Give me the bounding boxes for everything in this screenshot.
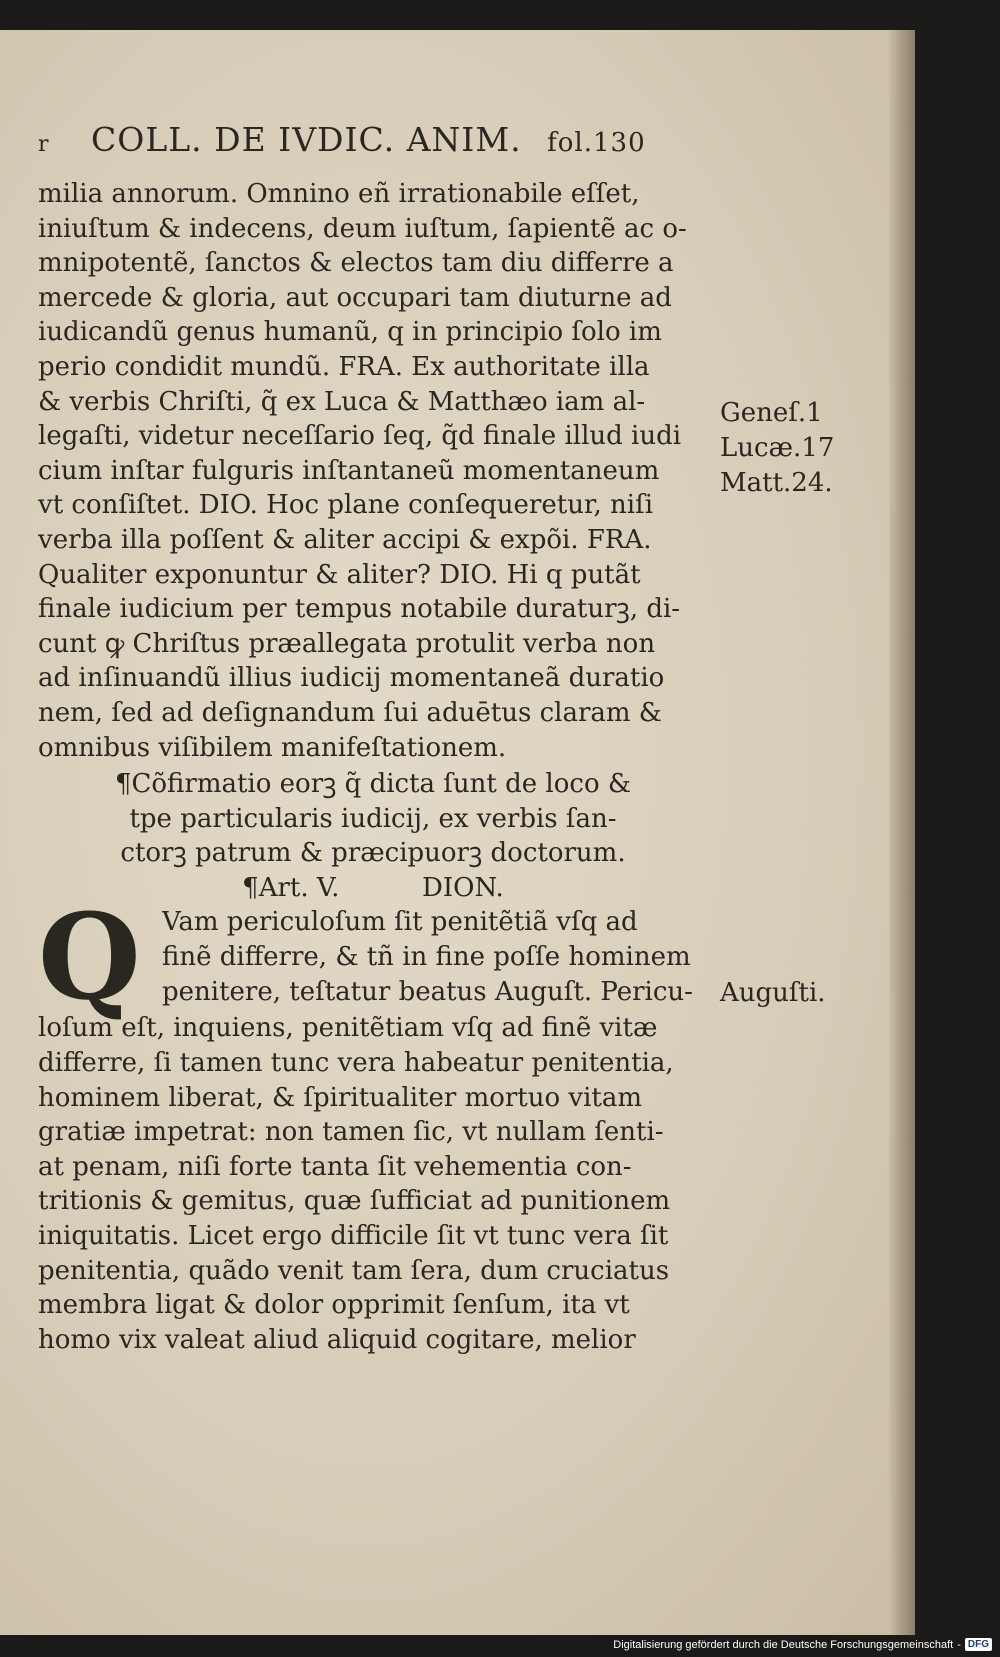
text-line: ad inſinuandũ illius iudicij momentaneã duratio (38, 663, 665, 694)
text-line: vt conſiſtet. DIO. Hoc plane conſequeretur, niſi (38, 490, 654, 521)
text-line: iniuſtum & indecens, deum iuſtum, ſapientẽ ac o- (38, 213, 687, 244)
margin-note: Geneſ.1 (720, 398, 823, 428)
text-line: & verbis Chriſti, q̃ ex Luca & Matthæo iam al- (38, 386, 646, 417)
page-spine-shadow (889, 30, 915, 1635)
text-line: mnipotentẽ, ſanctos & electos tam diu differre a (38, 248, 674, 279)
body-text (38, 177, 708, 1357)
text-line: iniquitatis. Licet ergo difficile ſit vt tunc vera ſit (38, 1221, 669, 1252)
margin-note: Auguſti. (720, 978, 826, 1008)
text-line: penitere, teſtatur beatus Auguſt. Pericu- (162, 976, 693, 1007)
text-line: at penam, niſi forte tanta ſit vehementia con- (38, 1151, 632, 1182)
text-line: loſum eſt, inquiens, penitẽtiam vſq ad finẽ vitæ (38, 1013, 658, 1044)
text-line: iudicandũ genus humanũ, q in principio ſolo im (38, 317, 662, 348)
text-line: finale iudicium per tempus notabile duraturꝫ, di- (38, 594, 681, 625)
signature-mark: r (38, 132, 50, 157)
text-line: homo vix valeat aliud aliquid cogitare, melior (38, 1324, 636, 1355)
text-line: milia annorum. Omnino eñ irrationabile eſſet, (38, 179, 640, 209)
chapter-title-line: ¶Cõfirmatio eorꝫ q̃ dicta ſunt de loco & (114, 769, 632, 800)
text-line: omnibus viſibilem manifeſtationem. (38, 732, 507, 763)
margin-note: Matt.24. (720, 468, 833, 498)
text-line: mercede & gloria, aut occupari tam diuturne ad (38, 282, 672, 313)
text-line: cium inſtar fulguris inſtantaneũ momentaneum (38, 455, 660, 486)
running-header (38, 120, 718, 159)
text-line: finẽ differre, & tñ in fine poſſe hominem (162, 942, 691, 973)
text-line: gratiæ impetrat: non tamen ſic, vt nullam ſenti- (38, 1117, 664, 1148)
article-heading: ¶Art. V. DION. (242, 872, 504, 903)
text-line: cunt ꝙ Chriſtus præallegata protulit verba non (38, 628, 656, 659)
margin-note: Lucæ.17 (720, 433, 835, 463)
text-line: Qualiter exponuntur & aliter? DIO. Hi q putãt (38, 559, 641, 590)
text-line: perio condidit mundũ. FRA. Ex authoritate illa (38, 351, 650, 382)
chapter-title-line: ctorꝫ patrum & præcipuorꝫ doctorum. (120, 838, 626, 869)
text-line: differre, ſi tamen tunc vera habeatur penitentia, (38, 1048, 674, 1079)
text-line: tritionis & gemitus, quæ ſufficiat ad punitionem (38, 1186, 671, 1217)
text-line: Vam periculoſum ſit penitẽtiã vſq ad (162, 907, 638, 938)
text-line: verba illa poſſent & aliter accipi & expõi. FRA. (38, 524, 652, 555)
credit-text: Digitalisierung gefördert durch die Deutsche Forschungsgemeinschaft (613, 1638, 954, 1651)
digitization-credit: Digitalisierung gefördert durch die Deutsche Forschungsgemeinschaft - DFG (613, 1638, 992, 1651)
running-title: COLL. DE IVDIC. ANIM. (91, 120, 522, 159)
dfg-logo: DFG (965, 1638, 992, 1651)
text-line: legaſti, videtur neceſſario ſeq, q̃d finale illud iudi (38, 421, 682, 452)
book-page (0, 30, 915, 1635)
folio-number: fol.130 (547, 128, 646, 158)
text-line: hominem liberat, & ſpiritualiter mortuo vitam (38, 1082, 643, 1113)
chapter-title-line: tpe particularis iudicij, ex verbis ſan- (129, 803, 617, 834)
text-line: membra ligat & dolor opprimit ſenſum, ita vt (38, 1290, 630, 1321)
drop-cap-initial: Q (38, 887, 141, 1027)
text-line: nem, ſed ad deſignandum ſui aduētus claram & (38, 697, 662, 728)
text-line: penitentia, quãdo venit tam ſera, dum cruciatus (38, 1255, 670, 1286)
